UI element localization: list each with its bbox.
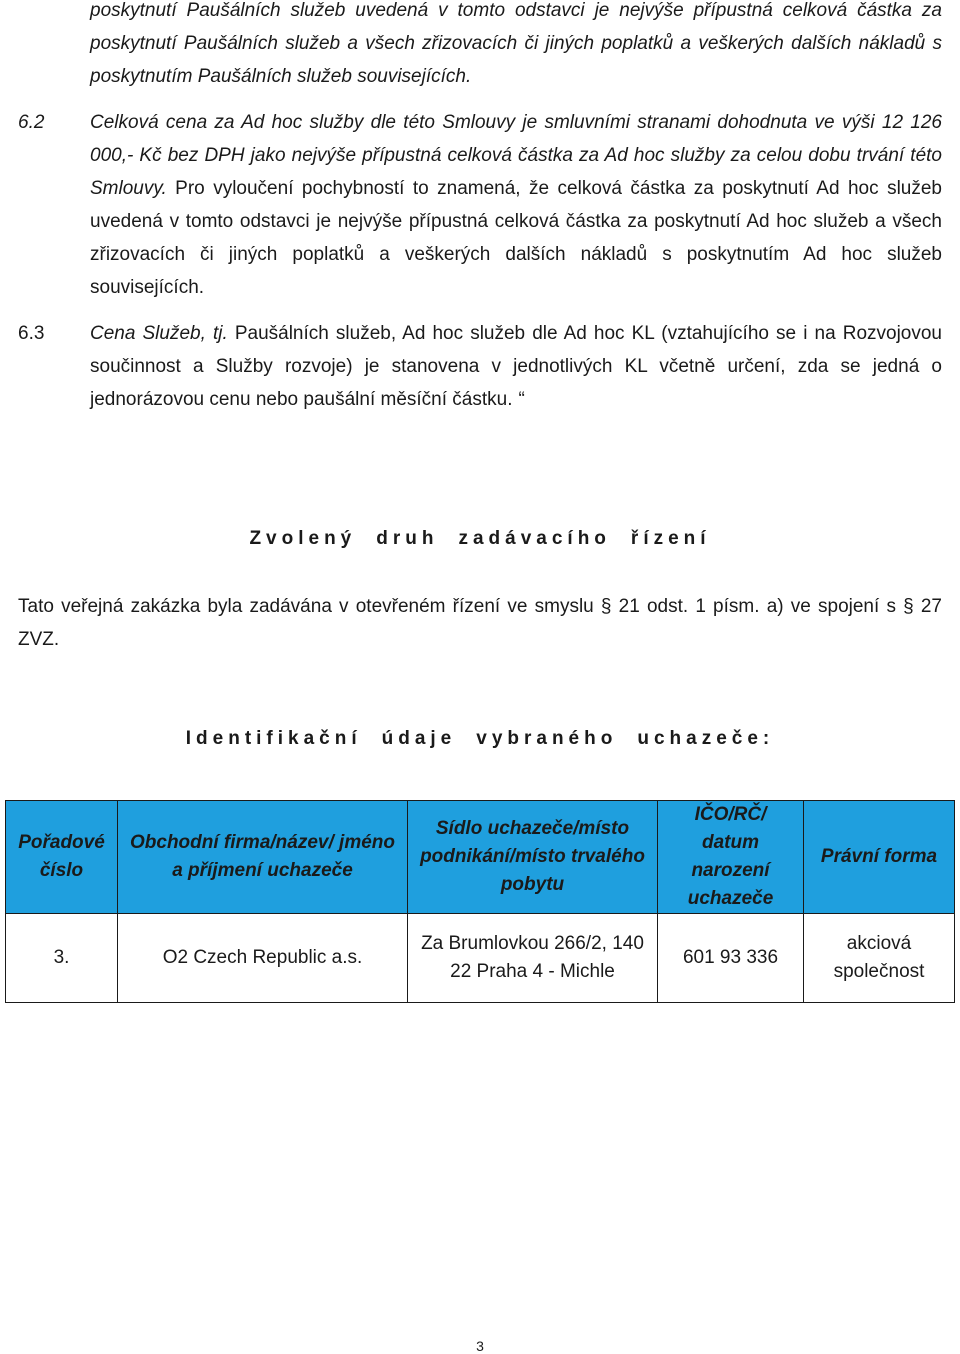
cell-id-number: 601 93 336 [658, 914, 804, 1003]
heading-word: zadávacího [458, 528, 611, 549]
section-number-6-2: 6.2 [18, 112, 45, 133]
section-6-2-normal-text: Pro vyloučení pochybností to znamená, že celková částka za poskytnutí Ad hoc služeb uvedená v tomto odstavci je nejvýše přípustná celková částka za poskytnutí Ad hoc služeb a všech zřizovacích či jiných poplatků a veškerých dalších nákladů s poskytnutím Ad hoc služeb souvisejících. [90, 178, 942, 298]
bidder-identification-table [5, 800, 955, 1003]
cell-order-number: 3. [6, 914, 118, 1003]
heading-word: údaje [381, 728, 457, 749]
header-legal-form: Právní forma [804, 801, 955, 914]
cell-company-name: O2 Czech Republic a.s. [118, 914, 408, 1003]
heading-identification [0, 728, 960, 750]
intro-paragraph: poskytnutí Paušálních služeb uvedená v tomto odstavci je nejvýše přípustná celková částka za poskytnutí Paušálních služeb a všech zřizovacích či jiných poplatků a veškerých dalších nákladů s poskytnutím Paušálních služeb souvisejících. [90, 0, 942, 87]
section-6-3-text [90, 317, 942, 416]
header-address: Sídlo uchazeče/místo podnikání/místo trvalého pobytu [408, 801, 658, 914]
table-header-row [6, 801, 955, 914]
procedure-text: Tato veřejná zakázka byla zadávána v otevřeném řízení ve smyslu § 21 odst. 1 písm. a) ve spojení s § 27 ZVZ. [18, 596, 942, 650]
header-company-name: Obchodní firma/název/ jméno a příjmení uchazeče [118, 801, 408, 914]
section-6-3-italic-text: Cena Služeb, tj. [90, 323, 228, 344]
table-row [6, 914, 955, 1003]
heading-word: Zvolený [249, 528, 357, 549]
heading-procedure [0, 528, 960, 550]
cell-address: Za Brumlovkou 266/2, 140 22 Praha 4 - Michle [408, 914, 658, 1003]
section-6-2-text [90, 106, 942, 304]
trailing-quote-mark: “ [518, 389, 525, 410]
header-id-number: IČO/RČ/ datum narození uchazeče [658, 801, 804, 914]
page-number: 3 [476, 1338, 484, 1354]
cell-legal-form: akciová společnost [804, 914, 955, 1003]
heading-word: řízení [630, 528, 711, 549]
section-6-2-italic-text: Celková cena za Ad hoc služby dle této Smlouvy je smluvními stranami dohodnuta ve výši 12 126 000,- Kč bez DPH jako nejvýše přípustná celková částka za Ad hoc služby za celou dobu trvání této Smlouvy. [90, 112, 942, 199]
header-order-number: Pořadové číslo [6, 801, 118, 914]
heading-word: uchazeče: [637, 728, 775, 749]
section-6-3-normal-text: Paušálních služeb, Ad hoc služeb dle Ad hoc KL (vztahujícího se i na Rozvojovou součinnost a Služby rozvoje) je stanovena v jednotlivých KL včetně určení, zda se jedná o jednorázovou cenu nebo paušální měsíční částku. [90, 323, 942, 410]
heading-word: vybraného [476, 728, 618, 749]
heading-word: druh [376, 528, 439, 549]
heading-word: Identifikační [185, 728, 362, 749]
section-number-6-3: 6.3 [18, 323, 45, 344]
